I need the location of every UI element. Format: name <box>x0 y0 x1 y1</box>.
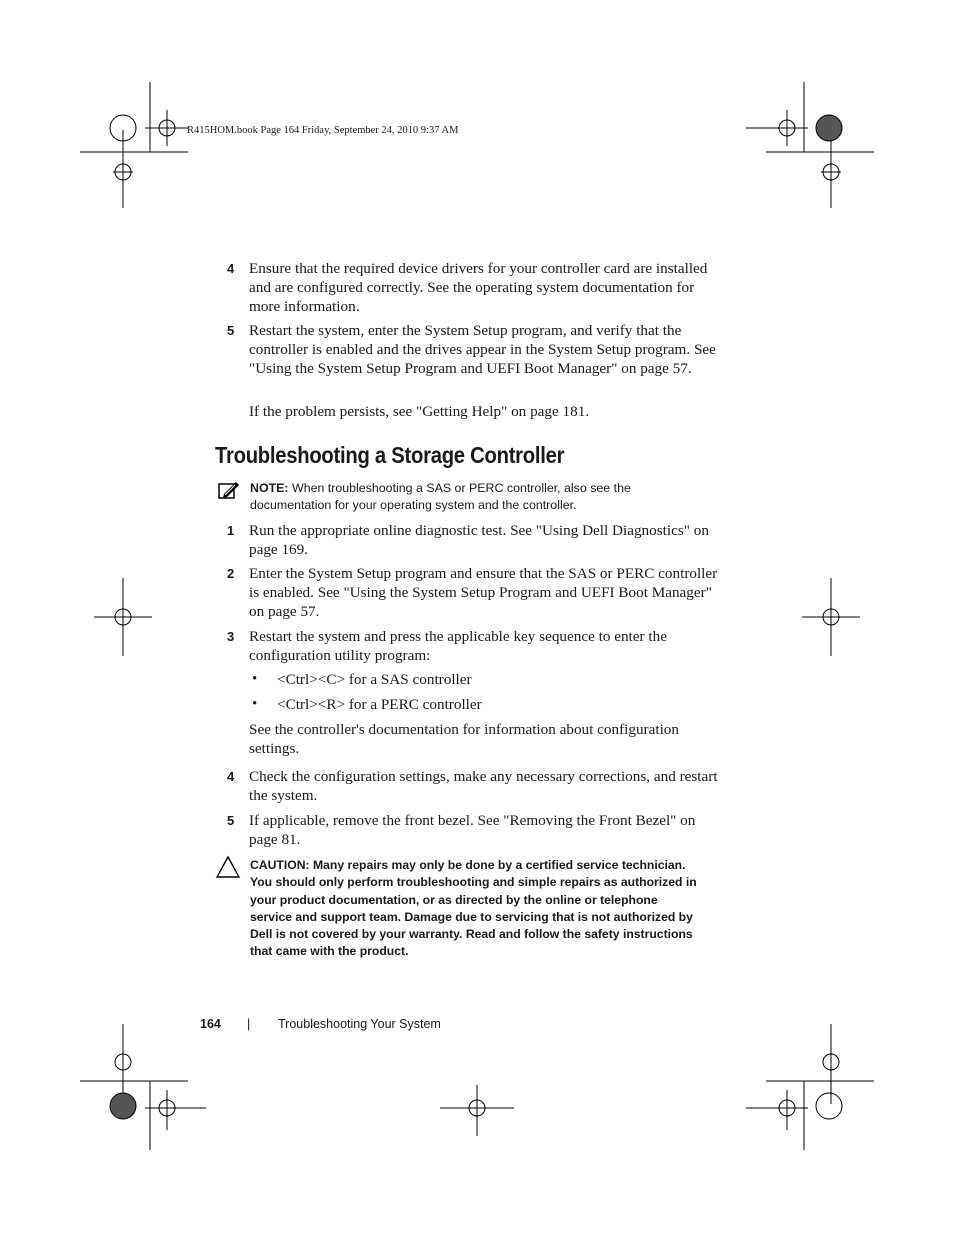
caution-triangle-icon <box>215 855 241 879</box>
step-text: If applicable, remove the front bezel. See "Removing the Front Bezel" on page 81. <box>249 812 696 848</box>
bullet-mark: • <box>252 696 258 712</box>
bullet-item: <Ctrl><C> for a SAS controller <box>277 671 472 688</box>
dark-disc-bottom-left <box>110 1093 136 1119</box>
list-item-text: Ensure that the required device drivers for your controller card are installed and are configured correctly. See the operating system documentation for more information. <box>249 260 708 315</box>
print-line: R415HOM.book Page 164 Friday, September 24, 2010 9:37 AM <box>187 125 459 136</box>
registration-target-bottom-right <box>746 1024 874 1150</box>
step-text: Run the appropriate online diagnostic test. See "Using Dell Diagnostics" on page 169. <box>249 522 709 558</box>
starburst-bottom-right <box>816 1093 842 1119</box>
step-number: 5 <box>227 813 235 828</box>
list-item-text: Restart the system, enter the System Setup program, and verify that the controller is enabled and the drives appear in the System Setup program. See "Using the System Setup Program and UEFI Boot Manager" on page 57. <box>249 322 716 377</box>
step-number: 2 <box>227 566 235 581</box>
note-pencil-icon <box>218 480 240 500</box>
dark-disc-top-right <box>816 115 842 141</box>
registration-target-top-left <box>80 82 188 208</box>
bullet-mark: • <box>252 671 258 687</box>
step-text: Enter the System Setup program and ensure that the SAS or PERC controller is enabled. See "Using the System Setup Program and UEFI Boot Manager" on page 57. <box>249 565 718 620</box>
controller-doc-text: See the controller's documentation for information about configuration settings. <box>249 721 679 757</box>
registration-target-bottom-left <box>80 1024 206 1150</box>
step-text: Check the configuration settings, make any necessary corrections, and restart the system. <box>249 768 718 804</box>
footer-chapter: Troubleshooting Your System <box>278 1017 441 1031</box>
caution-block <box>250 857 702 961</box>
persist-text: If the problem persists, see "Getting Help" on page 181. <box>249 403 590 420</box>
page-number: 164 <box>200 1017 221 1031</box>
step-number: 1 <box>227 523 235 538</box>
registration-target-mid-right <box>802 578 860 656</box>
list-number: 5 <box>227 323 235 338</box>
list-number: 4 <box>227 261 235 276</box>
step-number: 3 <box>227 629 235 644</box>
footer-separator: | <box>247 1017 251 1031</box>
registration-target-top-right <box>746 82 874 208</box>
note-block <box>250 480 710 514</box>
caution-text: Many repairs may only be done by a certified service technician. You should only perform troubleshooting and simple repairs as authorized in your product documentation, or as directed by the online or telephone service and support team. Damage due to servicing that is not authorized by Dell is not covered by your warranty. Read and follow the safety instructions that came with the product. <box>250 858 697 959</box>
section-title: Troubleshooting a Storage Controller <box>215 442 565 468</box>
bullet-item: <Ctrl><R> for a PERC controller <box>277 696 482 713</box>
caution-label: CAUTION: <box>250 858 310 872</box>
note-label: NOTE: <box>250 481 289 495</box>
note-text: When troubleshooting a SAS or PERC controller, also see the documentation for your operating system and the controller. <box>250 481 631 512</box>
registration-target-bottom-center <box>440 1085 514 1136</box>
step-text: Restart the system and press the applicable key sequence to enter the configuration utility program: <box>249 628 667 664</box>
registration-target-mid-left <box>94 578 152 656</box>
step-number: 4 <box>227 769 235 784</box>
